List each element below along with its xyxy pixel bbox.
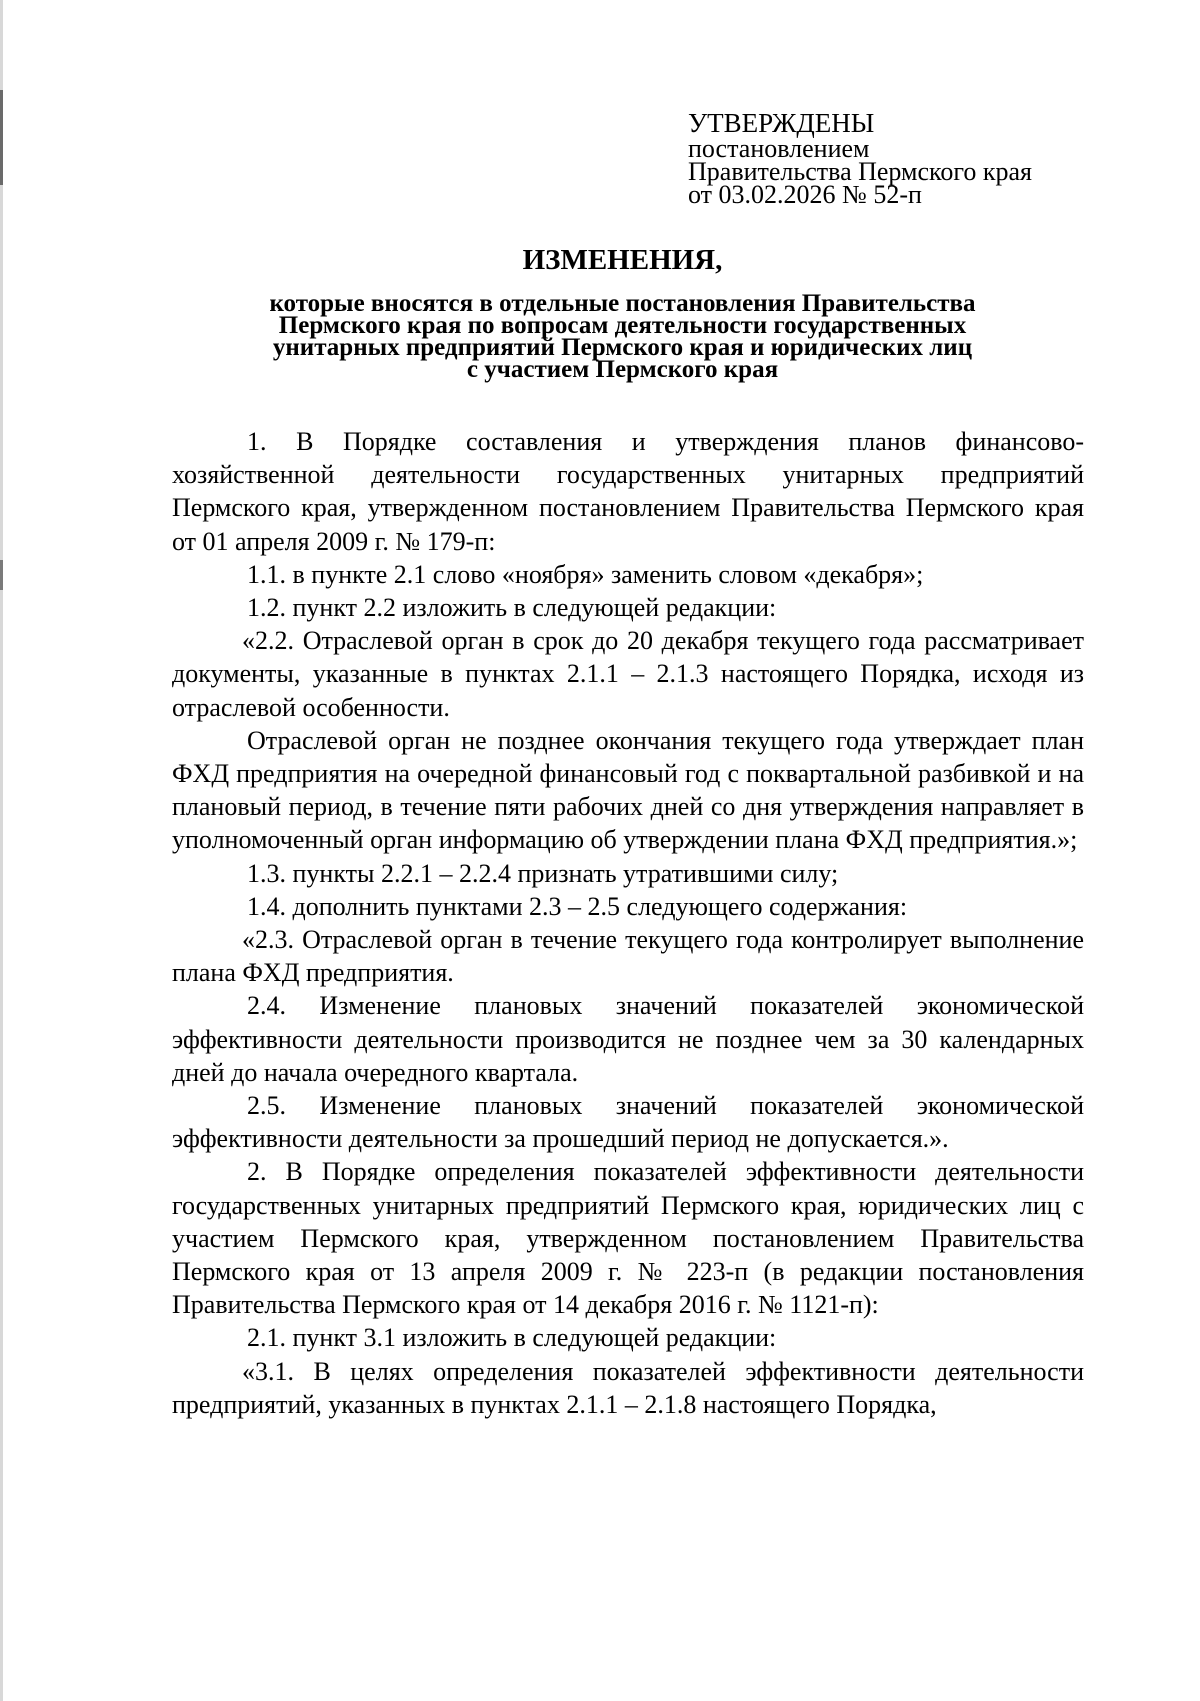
paragraph: 2.1. пункт 3.1 изложить в следующей редакции: — [247, 1323, 777, 1353]
paragraph: Отраслевой орган не позднее окончания текущего года утверждает план ФХД предприятия на очередной финансовый год с поквартальной разбивкой и на плановый период, в течение пяти рабочих дней со дня утверждения направляет в уполномоченный орган информацию об утверждении плана ФХД предприятия.»; — [172, 725, 1084, 855]
document-subtitle — [160, 290, 1085, 383]
paragraph: 2.4. Изменение плановых значений показателей экономической эффективности деятельности производится не позднее чем за 30 календарных дней до начала очередного квартала. — [172, 991, 1084, 1087]
approval-stamp: УТВЕРЖДЕНЫ — [688, 108, 875, 138]
paragraph: «2.2. Отраслевой орган в срок до 20 декабря текущего года рассматривает документы, указанные в пунктах 2.1.1 – 2.1.3 настоящего Порядка, исходя из отраслевой особенности. — [172, 626, 1084, 722]
paragraph: 1.1. в пункте 2.1 слово «ноября» заменить словом «декабря»; — [247, 559, 924, 589]
approval-line: от 03.02.2026 № 52-п — [688, 180, 922, 209]
paragraph: 1.3. пункты 2.2.1 – 2.2.4 признать утратившими силу; — [247, 858, 839, 888]
document-heading — [160, 243, 1085, 381]
approval-block — [688, 108, 1128, 209]
approval-line: Правительства Пермского края — [688, 157, 1032, 186]
approval-line: постановлением — [688, 134, 870, 163]
subtitle-line: которые вносятся в отдельные постановления Правительства — [269, 290, 976, 317]
paragraph: 1. В Порядке составления и утверждения планов финансово-хозяйственной деятельности государственных унитарных предприятий Пермского края, утвержденном постановлением Правительства Пермского края от 01 апреля 2009 г. № 179-п: — [172, 427, 1084, 556]
scan-edge — [0, 0, 3, 1701]
paragraph: 1.2. пункт 2.2 изложить в следующей редакции: — [247, 593, 777, 623]
subtitle-line: Пермского края по вопросам деятельности государственных — [278, 312, 967, 339]
document-title: ИЗМЕНЕНИЯ, — [522, 244, 723, 276]
paragraph: 2. В Порядке определения показателей эффективности деятельности государственных унитарных предприятий Пермского края, юридических лиц с участием Пермского края, утвержденном постановлением Правительства Пермского края от 13 апреля 2009 г. № 223-п (в редакции постановления Правительства Пермского края от 14 декабря 2016 г. № 1121-п): — [172, 1157, 1084, 1320]
paragraph: 1.4. дополнить пунктами 2.3 – 2.5 следующего содержания: — [247, 891, 908, 921]
subtitle-line: с участием Пермского края — [466, 356, 779, 383]
paragraph: «3.1. В целях определения показателей эффективности деятельности предприятий, указанных в пунктах 2.1.1 – 2.1.8 настоящего Порядка, — [172, 1356, 1084, 1419]
subtitle-line: унитарных предприятий Пермского края и юридических лиц — [272, 334, 973, 361]
paragraph: «2.3. Отраслевой орган в течение текущего года контролирует выполнение плана ФХД предприятия. — [172, 925, 1084, 988]
document-body — [172, 425, 1084, 1421]
paragraph: 2.5. Изменение плановых значений показателей экономической эффективности деятельности за прошедший период не допускается.». — [172, 1091, 1084, 1154]
